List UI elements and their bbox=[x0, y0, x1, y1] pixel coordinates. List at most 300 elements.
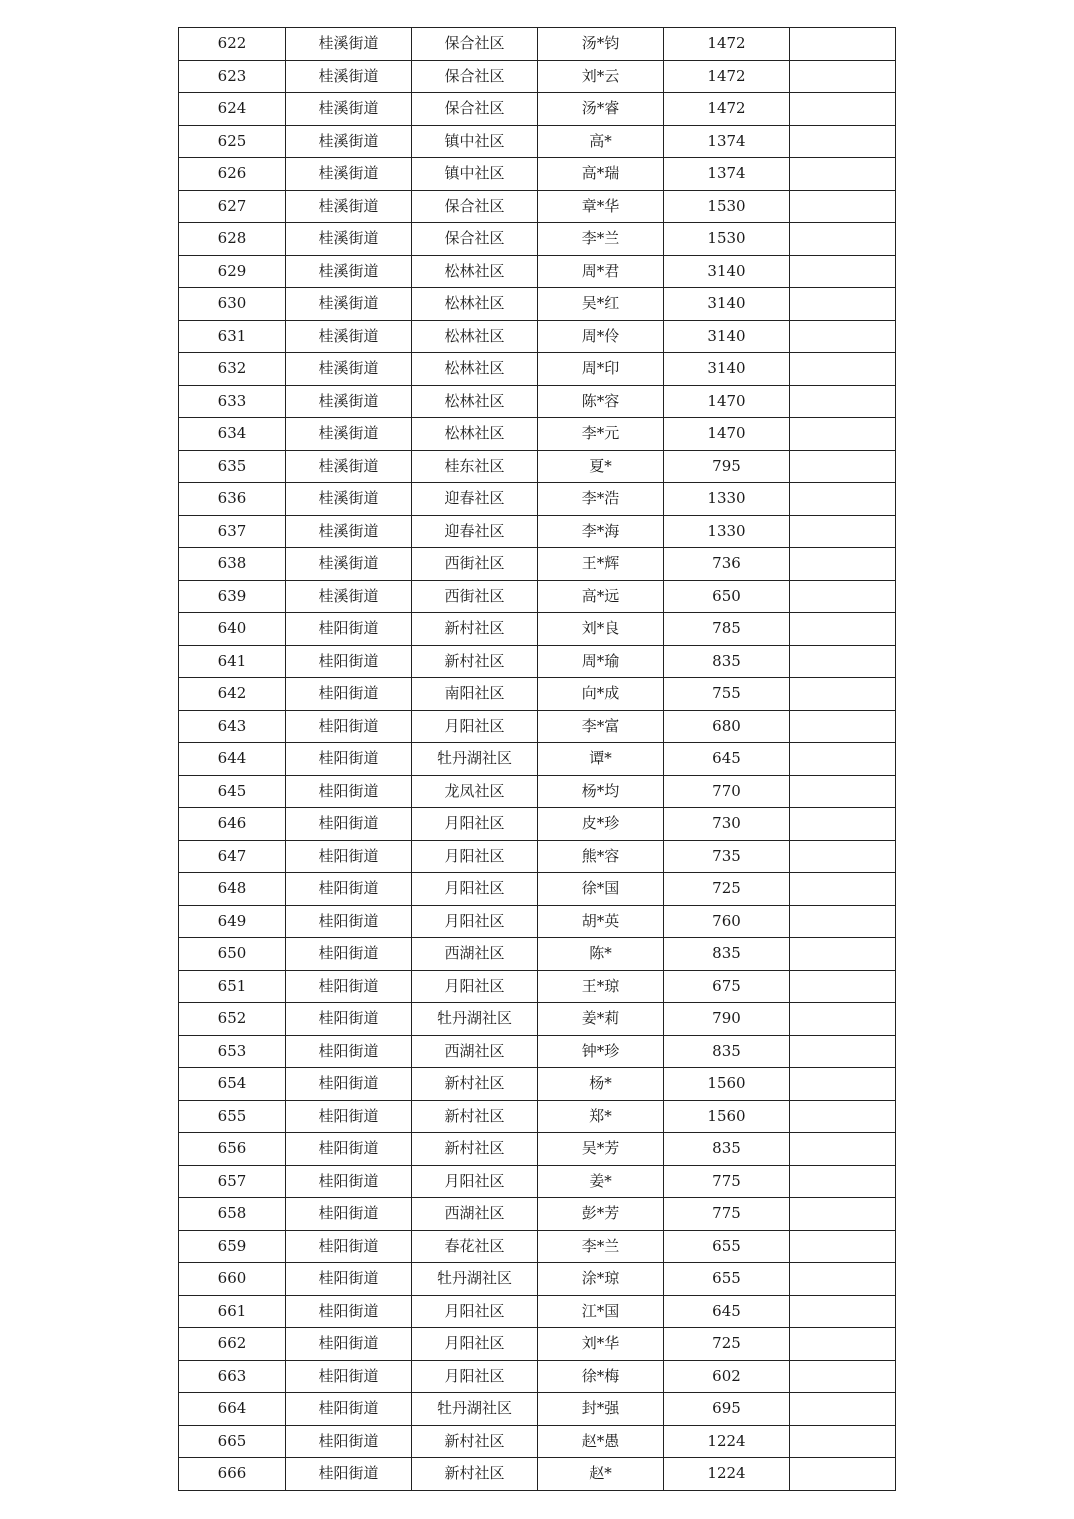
community-cell: 新村社区 bbox=[412, 1100, 538, 1133]
street-cell: 桂阳街道 bbox=[286, 1165, 412, 1198]
community-cell: 保合社区 bbox=[412, 93, 538, 126]
amount-cell: 1330 bbox=[664, 483, 790, 516]
table-row bbox=[179, 840, 896, 873]
table-row bbox=[179, 613, 896, 646]
amount-cell: 3140 bbox=[664, 353, 790, 386]
note-cell bbox=[790, 1458, 896, 1491]
table-row bbox=[179, 1425, 896, 1458]
note-cell bbox=[790, 645, 896, 678]
serial-number-cell: 633 bbox=[179, 385, 286, 418]
name-cell: 赵*愚 bbox=[538, 1425, 664, 1458]
name-cell: 李*兰 bbox=[538, 1230, 664, 1263]
street-cell: 桂阳街道 bbox=[286, 1393, 412, 1426]
amount-cell: 1530 bbox=[664, 190, 790, 223]
table-row bbox=[179, 1133, 896, 1166]
note-cell bbox=[790, 450, 896, 483]
name-cell: 李*浩 bbox=[538, 483, 664, 516]
amount-cell: 602 bbox=[664, 1360, 790, 1393]
serial-number-cell: 626 bbox=[179, 158, 286, 191]
name-cell: 章*华 bbox=[538, 190, 664, 223]
table-row bbox=[179, 288, 896, 321]
name-cell: 李*海 bbox=[538, 515, 664, 548]
table-row bbox=[179, 353, 896, 386]
table-row bbox=[179, 1393, 896, 1426]
table-row bbox=[179, 775, 896, 808]
street-cell: 桂阳街道 bbox=[286, 710, 412, 743]
note-cell bbox=[790, 1100, 896, 1133]
note-cell bbox=[790, 1360, 896, 1393]
community-cell: 保合社区 bbox=[412, 28, 538, 61]
community-cell: 月阳社区 bbox=[412, 905, 538, 938]
community-cell: 新村社区 bbox=[412, 1133, 538, 1166]
street-cell: 桂溪街道 bbox=[286, 190, 412, 223]
table-row bbox=[179, 1165, 896, 1198]
serial-number-cell: 661 bbox=[179, 1295, 286, 1328]
amount-cell: 735 bbox=[664, 840, 790, 873]
note-cell bbox=[790, 483, 896, 516]
serial-number-cell: 638 bbox=[179, 548, 286, 581]
note-cell bbox=[790, 808, 896, 841]
street-cell: 桂溪街道 bbox=[286, 223, 412, 256]
amount-cell: 3140 bbox=[664, 320, 790, 353]
street-cell: 桂阳街道 bbox=[286, 1295, 412, 1328]
name-cell: 陈* bbox=[538, 938, 664, 971]
table-row bbox=[179, 938, 896, 971]
amount-cell: 785 bbox=[664, 613, 790, 646]
name-cell: 刘*华 bbox=[538, 1328, 664, 1361]
amount-cell: 1330 bbox=[664, 515, 790, 548]
amount-cell: 835 bbox=[664, 645, 790, 678]
name-cell: 汤*钧 bbox=[538, 28, 664, 61]
table-row bbox=[179, 190, 896, 223]
serial-number-cell: 632 bbox=[179, 353, 286, 386]
name-cell: 谭* bbox=[538, 743, 664, 776]
street-cell: 桂阳街道 bbox=[286, 1360, 412, 1393]
street-cell: 桂溪街道 bbox=[286, 353, 412, 386]
serial-number-cell: 636 bbox=[179, 483, 286, 516]
street-cell: 桂阳街道 bbox=[286, 840, 412, 873]
serial-number-cell: 659 bbox=[179, 1230, 286, 1263]
community-cell: 保合社区 bbox=[412, 190, 538, 223]
note-cell bbox=[790, 1425, 896, 1458]
name-cell: 封*强 bbox=[538, 1393, 664, 1426]
note-cell bbox=[790, 1035, 896, 1068]
community-cell: 西街社区 bbox=[412, 548, 538, 581]
community-cell: 松林社区 bbox=[412, 418, 538, 451]
note-cell bbox=[790, 1328, 896, 1361]
street-cell: 桂溪街道 bbox=[286, 385, 412, 418]
serial-number-cell: 622 bbox=[179, 28, 286, 61]
serial-number-cell: 634 bbox=[179, 418, 286, 451]
note-cell bbox=[790, 353, 896, 386]
note-cell bbox=[790, 1295, 896, 1328]
amount-cell: 725 bbox=[664, 873, 790, 906]
amount-cell: 645 bbox=[664, 1295, 790, 1328]
community-cell: 新村社区 bbox=[412, 613, 538, 646]
name-cell: 吴*芳 bbox=[538, 1133, 664, 1166]
community-cell: 新村社区 bbox=[412, 645, 538, 678]
amount-cell: 1472 bbox=[664, 93, 790, 126]
note-cell bbox=[790, 288, 896, 321]
serial-number-cell: 645 bbox=[179, 775, 286, 808]
table-row bbox=[179, 1295, 896, 1328]
name-cell: 李*元 bbox=[538, 418, 664, 451]
name-cell: 杨*均 bbox=[538, 775, 664, 808]
street-cell: 桂溪街道 bbox=[286, 158, 412, 191]
street-cell: 桂溪街道 bbox=[286, 450, 412, 483]
serial-number-cell: 665 bbox=[179, 1425, 286, 1458]
street-cell: 桂阳街道 bbox=[286, 1328, 412, 1361]
note-cell bbox=[790, 905, 896, 938]
name-cell: 陈*容 bbox=[538, 385, 664, 418]
note-cell bbox=[790, 60, 896, 93]
name-cell: 李*兰 bbox=[538, 223, 664, 256]
note-cell bbox=[790, 515, 896, 548]
name-cell: 周*印 bbox=[538, 353, 664, 386]
community-cell: 新村社区 bbox=[412, 1068, 538, 1101]
amount-cell: 736 bbox=[664, 548, 790, 581]
note-cell bbox=[790, 255, 896, 288]
note-cell bbox=[790, 385, 896, 418]
community-cell: 松林社区 bbox=[412, 255, 538, 288]
amount-cell: 650 bbox=[664, 580, 790, 613]
community-cell: 新村社区 bbox=[412, 1458, 538, 1491]
table-row bbox=[179, 710, 896, 743]
community-cell: 牡丹湖社区 bbox=[412, 1003, 538, 1036]
street-cell: 桂阳街道 bbox=[286, 1003, 412, 1036]
table-row bbox=[179, 905, 896, 938]
street-cell: 桂溪街道 bbox=[286, 320, 412, 353]
street-cell: 桂阳街道 bbox=[286, 808, 412, 841]
note-cell bbox=[790, 613, 896, 646]
community-cell: 保合社区 bbox=[412, 60, 538, 93]
amount-cell: 1470 bbox=[664, 385, 790, 418]
name-cell: 汤*睿 bbox=[538, 93, 664, 126]
note-cell bbox=[790, 125, 896, 158]
amount-cell: 790 bbox=[664, 1003, 790, 1036]
serial-number-cell: 640 bbox=[179, 613, 286, 646]
street-cell: 桂阳街道 bbox=[286, 613, 412, 646]
table-row bbox=[179, 255, 896, 288]
street-cell: 桂溪街道 bbox=[286, 28, 412, 61]
community-cell: 西街社区 bbox=[412, 580, 538, 613]
name-cell: 向*成 bbox=[538, 678, 664, 711]
serial-number-cell: 658 bbox=[179, 1198, 286, 1231]
table-row bbox=[179, 1068, 896, 1101]
community-cell: 迎春社区 bbox=[412, 515, 538, 548]
serial-number-cell: 649 bbox=[179, 905, 286, 938]
community-cell: 迎春社区 bbox=[412, 483, 538, 516]
note-cell bbox=[790, 873, 896, 906]
street-cell: 桂阳街道 bbox=[286, 775, 412, 808]
street-cell: 桂阳街道 bbox=[286, 1458, 412, 1491]
serial-number-cell: 644 bbox=[179, 743, 286, 776]
street-cell: 桂阳街道 bbox=[286, 645, 412, 678]
name-cell: 高*远 bbox=[538, 580, 664, 613]
street-cell: 桂阳街道 bbox=[286, 1068, 412, 1101]
note-cell bbox=[790, 1230, 896, 1263]
serial-number-cell: 641 bbox=[179, 645, 286, 678]
table-row bbox=[179, 1035, 896, 1068]
community-cell: 松林社区 bbox=[412, 320, 538, 353]
table-row bbox=[179, 678, 896, 711]
name-cell: 徐*国 bbox=[538, 873, 664, 906]
table-row bbox=[179, 385, 896, 418]
serial-number-cell: 623 bbox=[179, 60, 286, 93]
community-cell: 牡丹湖社区 bbox=[412, 743, 538, 776]
community-cell: 月阳社区 bbox=[412, 808, 538, 841]
amount-cell: 1224 bbox=[664, 1425, 790, 1458]
name-cell: 高*瑞 bbox=[538, 158, 664, 191]
serial-number-cell: 654 bbox=[179, 1068, 286, 1101]
table-row bbox=[179, 418, 896, 451]
street-cell: 桂阳街道 bbox=[286, 1425, 412, 1458]
table-row bbox=[179, 645, 896, 678]
street-cell: 桂阳街道 bbox=[286, 1263, 412, 1296]
street-cell: 桂溪街道 bbox=[286, 288, 412, 321]
street-cell: 桂溪街道 bbox=[286, 418, 412, 451]
street-cell: 桂阳街道 bbox=[286, 1230, 412, 1263]
name-cell: 周*瑜 bbox=[538, 645, 664, 678]
table-row bbox=[179, 320, 896, 353]
note-cell bbox=[790, 190, 896, 223]
amount-cell: 1472 bbox=[664, 60, 790, 93]
amount-cell: 1560 bbox=[664, 1100, 790, 1133]
amount-cell: 775 bbox=[664, 1165, 790, 1198]
serial-number-cell: 656 bbox=[179, 1133, 286, 1166]
note-cell bbox=[790, 418, 896, 451]
street-cell: 桂阳街道 bbox=[286, 678, 412, 711]
serial-number-cell: 648 bbox=[179, 873, 286, 906]
serial-number-cell: 646 bbox=[179, 808, 286, 841]
amount-cell: 775 bbox=[664, 1198, 790, 1231]
table-row bbox=[179, 580, 896, 613]
serial-number-cell: 639 bbox=[179, 580, 286, 613]
amount-cell: 645 bbox=[664, 743, 790, 776]
note-cell bbox=[790, 678, 896, 711]
serial-number-cell: 650 bbox=[179, 938, 286, 971]
serial-number-cell: 666 bbox=[179, 1458, 286, 1491]
table-row bbox=[179, 483, 896, 516]
name-cell: 姜* bbox=[538, 1165, 664, 1198]
table-row bbox=[179, 450, 896, 483]
name-cell: 江*国 bbox=[538, 1295, 664, 1328]
roster-table-body bbox=[179, 28, 896, 1491]
name-cell: 周*君 bbox=[538, 255, 664, 288]
note-cell bbox=[790, 93, 896, 126]
community-cell: 保合社区 bbox=[412, 223, 538, 256]
table-row bbox=[179, 1198, 896, 1231]
table-row bbox=[179, 1263, 896, 1296]
serial-number-cell: 663 bbox=[179, 1360, 286, 1393]
street-cell: 桂阳街道 bbox=[286, 1198, 412, 1231]
name-cell: 王*辉 bbox=[538, 548, 664, 581]
serial-number-cell: 637 bbox=[179, 515, 286, 548]
street-cell: 桂溪街道 bbox=[286, 483, 412, 516]
serial-number-cell: 664 bbox=[179, 1393, 286, 1426]
name-cell: 赵* bbox=[538, 1458, 664, 1491]
serial-number-cell: 651 bbox=[179, 970, 286, 1003]
community-cell: 牡丹湖社区 bbox=[412, 1263, 538, 1296]
serial-number-cell: 647 bbox=[179, 840, 286, 873]
table-row bbox=[179, 93, 896, 126]
name-cell: 皮*珍 bbox=[538, 808, 664, 841]
community-cell: 牡丹湖社区 bbox=[412, 1393, 538, 1426]
name-cell: 刘*良 bbox=[538, 613, 664, 646]
table-row bbox=[179, 1100, 896, 1133]
note-cell bbox=[790, 775, 896, 808]
amount-cell: 655 bbox=[664, 1263, 790, 1296]
note-cell bbox=[790, 1393, 896, 1426]
table-row bbox=[179, 125, 896, 158]
amount-cell: 760 bbox=[664, 905, 790, 938]
serial-number-cell: 652 bbox=[179, 1003, 286, 1036]
community-cell: 月阳社区 bbox=[412, 710, 538, 743]
serial-number-cell: 635 bbox=[179, 450, 286, 483]
street-cell: 桂阳街道 bbox=[286, 873, 412, 906]
street-cell: 桂溪街道 bbox=[286, 548, 412, 581]
serial-number-cell: 631 bbox=[179, 320, 286, 353]
street-cell: 桂溪街道 bbox=[286, 125, 412, 158]
street-cell: 桂溪街道 bbox=[286, 255, 412, 288]
street-cell: 桂溪街道 bbox=[286, 515, 412, 548]
serial-number-cell: 627 bbox=[179, 190, 286, 223]
note-cell bbox=[790, 548, 896, 581]
note-cell bbox=[790, 938, 896, 971]
street-cell: 桂阳街道 bbox=[286, 938, 412, 971]
name-cell: 熊*容 bbox=[538, 840, 664, 873]
community-cell: 月阳社区 bbox=[412, 1360, 538, 1393]
name-cell: 杨* bbox=[538, 1068, 664, 1101]
amount-cell: 835 bbox=[664, 1133, 790, 1166]
street-cell: 桂阳街道 bbox=[286, 1133, 412, 1166]
amount-cell: 655 bbox=[664, 1230, 790, 1263]
amount-cell: 1374 bbox=[664, 125, 790, 158]
table-row bbox=[179, 743, 896, 776]
name-cell: 吴*红 bbox=[538, 288, 664, 321]
amount-cell: 675 bbox=[664, 970, 790, 1003]
table-row bbox=[179, 515, 896, 548]
street-cell: 桂阳街道 bbox=[286, 743, 412, 776]
serial-number-cell: 662 bbox=[179, 1328, 286, 1361]
note-cell bbox=[790, 970, 896, 1003]
community-cell: 松林社区 bbox=[412, 288, 538, 321]
serial-number-cell: 657 bbox=[179, 1165, 286, 1198]
table-row bbox=[179, 808, 896, 841]
note-cell bbox=[790, 320, 896, 353]
community-cell: 月阳社区 bbox=[412, 873, 538, 906]
amount-cell: 770 bbox=[664, 775, 790, 808]
note-cell bbox=[790, 1198, 896, 1231]
name-cell: 郑* bbox=[538, 1100, 664, 1133]
community-cell: 月阳社区 bbox=[412, 840, 538, 873]
street-cell: 桂阳街道 bbox=[286, 1035, 412, 1068]
amount-cell: 725 bbox=[664, 1328, 790, 1361]
name-cell: 姜*莉 bbox=[538, 1003, 664, 1036]
amount-cell: 680 bbox=[664, 710, 790, 743]
table-row bbox=[179, 28, 896, 61]
name-cell: 涂*琼 bbox=[538, 1263, 664, 1296]
amount-cell: 795 bbox=[664, 450, 790, 483]
community-cell: 松林社区 bbox=[412, 385, 538, 418]
note-cell bbox=[790, 743, 896, 776]
amount-cell: 1530 bbox=[664, 223, 790, 256]
street-cell: 桂溪街道 bbox=[286, 60, 412, 93]
community-cell: 龙凤社区 bbox=[412, 775, 538, 808]
name-cell: 彭*芳 bbox=[538, 1198, 664, 1231]
serial-number-cell: 625 bbox=[179, 125, 286, 158]
community-cell: 新村社区 bbox=[412, 1425, 538, 1458]
name-cell: 徐*梅 bbox=[538, 1360, 664, 1393]
note-cell bbox=[790, 1263, 896, 1296]
street-cell: 桂溪街道 bbox=[286, 93, 412, 126]
name-cell: 刘*云 bbox=[538, 60, 664, 93]
street-cell: 桂阳街道 bbox=[286, 970, 412, 1003]
amount-cell: 1472 bbox=[664, 28, 790, 61]
table-row bbox=[179, 548, 896, 581]
table-row bbox=[179, 1003, 896, 1036]
name-cell: 夏* bbox=[538, 450, 664, 483]
note-cell bbox=[790, 1133, 896, 1166]
table-row bbox=[179, 873, 896, 906]
community-cell: 松林社区 bbox=[412, 353, 538, 386]
table-row bbox=[179, 1458, 896, 1491]
serial-number-cell: 653 bbox=[179, 1035, 286, 1068]
note-cell bbox=[790, 223, 896, 256]
community-cell: 镇中社区 bbox=[412, 125, 538, 158]
community-cell: 镇中社区 bbox=[412, 158, 538, 191]
table-row bbox=[179, 60, 896, 93]
serial-number-cell: 643 bbox=[179, 710, 286, 743]
amount-cell: 730 bbox=[664, 808, 790, 841]
serial-number-cell: 628 bbox=[179, 223, 286, 256]
community-cell: 西湖社区 bbox=[412, 1198, 538, 1231]
street-cell: 桂溪街道 bbox=[286, 580, 412, 613]
table-row bbox=[179, 970, 896, 1003]
street-cell: 桂阳街道 bbox=[286, 905, 412, 938]
community-cell: 南阳社区 bbox=[412, 678, 538, 711]
community-cell: 西湖社区 bbox=[412, 1035, 538, 1068]
community-cell: 西湖社区 bbox=[412, 938, 538, 971]
amount-cell: 1560 bbox=[664, 1068, 790, 1101]
community-cell: 春花社区 bbox=[412, 1230, 538, 1263]
serial-number-cell: 624 bbox=[179, 93, 286, 126]
amount-cell: 3140 bbox=[664, 255, 790, 288]
name-cell: 胡*英 bbox=[538, 905, 664, 938]
amount-cell: 1374 bbox=[664, 158, 790, 191]
community-cell: 月阳社区 bbox=[412, 1165, 538, 1198]
community-cell: 桂东社区 bbox=[412, 450, 538, 483]
amount-cell: 1470 bbox=[664, 418, 790, 451]
name-cell: 高* bbox=[538, 125, 664, 158]
table-row bbox=[179, 158, 896, 191]
table-row bbox=[179, 1360, 896, 1393]
serial-number-cell: 630 bbox=[179, 288, 286, 321]
note-cell bbox=[790, 1068, 896, 1101]
community-cell: 月阳社区 bbox=[412, 1295, 538, 1328]
amount-cell: 3140 bbox=[664, 288, 790, 321]
name-cell: 钟*珍 bbox=[538, 1035, 664, 1068]
table-row bbox=[179, 1328, 896, 1361]
amount-cell: 1224 bbox=[664, 1458, 790, 1491]
amount-cell: 755 bbox=[664, 678, 790, 711]
serial-number-cell: 655 bbox=[179, 1100, 286, 1133]
note-cell bbox=[790, 158, 896, 191]
table-row bbox=[179, 223, 896, 256]
amount-cell: 695 bbox=[664, 1393, 790, 1426]
roster-table bbox=[178, 27, 896, 1491]
note-cell bbox=[790, 710, 896, 743]
